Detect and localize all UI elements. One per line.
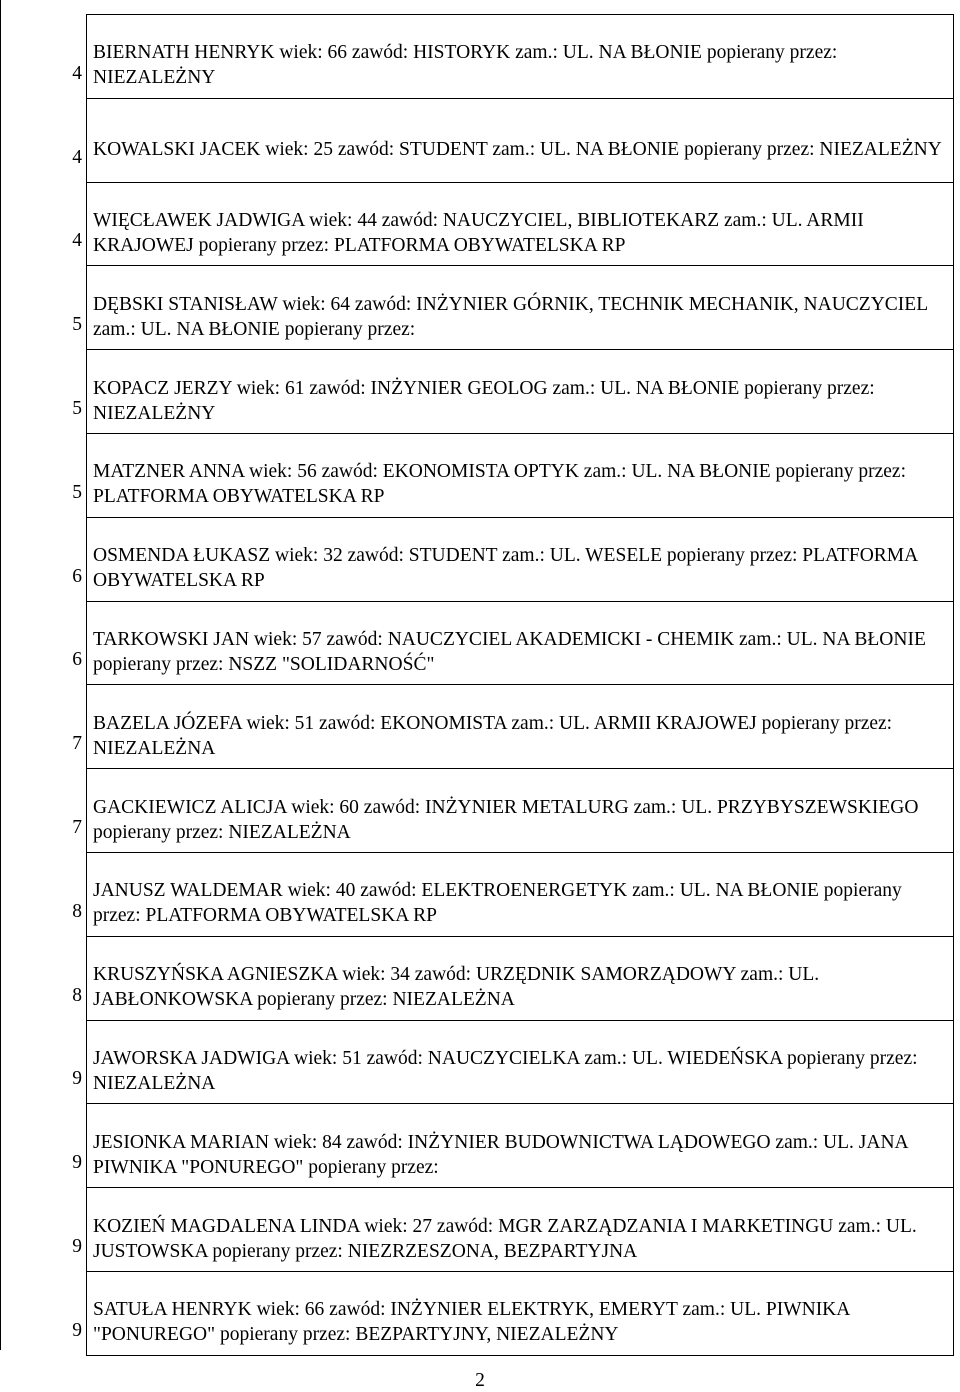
district-number: 7	[72, 816, 82, 838]
candidate-cell	[72, 936, 954, 1020]
table-row	[87, 769, 954, 853]
candidate-cell	[72, 433, 954, 517]
candidate-cell	[72, 1271, 954, 1355]
table-row	[87, 685, 954, 769]
candidate-cell	[72, 1188, 954, 1272]
candidate-description: BAZELA JÓZEFA wiek: 51 zawód: EKONOMISTA zam.: UL. ARMII KRAJOWEJ popierany przez: NIEZALEŻNA	[93, 712, 893, 759]
district-number: 8	[72, 984, 82, 1006]
district-number: 6	[72, 649, 82, 671]
candidates-table-body	[72, 15, 954, 1356]
candidate-cell	[72, 852, 954, 936]
candidate-cell	[72, 182, 954, 266]
candidate-cell	[72, 517, 954, 601]
district-number: 9	[72, 1319, 82, 1341]
table-row	[87, 936, 954, 1020]
candidate-description: JESIONKA MARIAN wiek: 84 zawód: INŻYNIER BUDOWNICTWA LĄDOWEGO zam.: UL. JANA PIWNIKA "PONUREGO" popierany przez:	[93, 1131, 908, 1178]
candidate-description: DĘBSKI STANISŁAW wiek: 64 zawód: INŻYNIER GÓRNIK, TECHNIK MECHANIK, NAUCZYCIEL zam.: UL. NA BŁONIE popierany przez:	[93, 293, 928, 340]
candidate-description: JAWORSKA JADWIGA wiek: 51 zawód: NAUCZYCIELKA zam.: UL. WIEDEŃSKA popierany przez: NIEZALEŻNA	[93, 1047, 918, 1094]
table-row	[87, 852, 954, 936]
candidate-description: TARKOWSKI JAN wiek: 57 zawód: NAUCZYCIEL AKADEMICKI - CHEMIK zam.: UL. NA BŁONIE popierany przez: NSZZ "SOLIDARNOŚĆ"	[93, 628, 926, 675]
district-number: 4	[72, 230, 82, 252]
table-row	[87, 98, 954, 182]
candidates-table	[72, 14, 954, 1356]
table-row	[87, 601, 954, 685]
district-number: 5	[72, 314, 82, 336]
candidate-description: MATZNER ANNA wiek: 56 zawód: EKONOMISTA OPTYK zam.: UL. NA BŁONIE popierany przez: PLATFORMA OBYWATELSKA RP	[93, 461, 906, 508]
candidate-description: KRUSZYŃSKA AGNIESZKA wiek: 34 zawód: URZĘDNIK SAMORZĄDOWY zam.: UL. JABŁONKOWSKA popierany przez: NIEZALEŻNA	[93, 964, 820, 1011]
candidate-description: JANUSZ WALDEMAR wiek: 40 zawód: ELEKTROENERGETYK zam.: UL. NA BŁONIE popierany przez: PLATFORMA OBYWATELSKA RP	[93, 880, 902, 927]
district-number: 5	[72, 481, 82, 503]
candidate-cell	[72, 266, 954, 350]
table-row	[87, 266, 954, 350]
candidate-description: GACKIEWICZ ALICJA wiek: 60 zawód: INŻYNIER METALURG zam.: UL. PRZYBYSZEWSKIEGO popierany przez: NIEZALEŻNA	[93, 796, 919, 843]
district-number: 9	[72, 1152, 82, 1174]
district-number: 4	[72, 146, 82, 168]
candidate-cell	[72, 350, 954, 434]
table-row	[87, 1020, 954, 1104]
table-row	[87, 433, 954, 517]
candidate-cell	[72, 601, 954, 685]
district-number: 7	[72, 733, 82, 755]
table-row	[87, 15, 954, 99]
table-row	[87, 517, 954, 601]
district-number: 5	[72, 397, 82, 419]
table-row	[87, 1104, 954, 1188]
district-number: 6	[72, 565, 82, 587]
candidate-description: SATUŁA HENRYK wiek: 66 zawód: INŻYNIER ELEKTRYK, EMERYT zam.: UL. PIWNIKA "PONUREGO" popierany przez: BEZPARTYJNY, NIEZALEŻNY	[93, 1299, 850, 1346]
table-row	[87, 1271, 954, 1355]
candidate-cell	[72, 769, 954, 853]
candidate-description: KOZIEŃ MAGDALENA LINDA wiek: 27 zawód: MGR ZARZĄDZANIA I MARKETINGU zam.: UL. JUSTOWSKA popierany przez: NIEZRZESZONA, BEZPARTYJNA	[93, 1215, 917, 1262]
district-number: 9	[72, 1235, 82, 1257]
candidate-description: KOWALSKI JACEK wiek: 25 zawód: STUDENT zam.: UL. NA BŁONIE popierany przez: NIEZALEŻNY	[93, 138, 942, 160]
candidate-cell	[72, 1104, 954, 1188]
district-number: 9	[72, 1068, 82, 1090]
left-margin-rule	[0, 0, 1, 1350]
district-number: 8	[72, 900, 82, 922]
table-row	[87, 182, 954, 266]
table-row	[87, 350, 954, 434]
candidate-description: KOPACZ JERZY wiek: 61 zawód: INŻYNIER GEOLOG zam.: UL. NA BŁONIE popierany przez: NIEZALEŻNY	[93, 377, 875, 424]
candidate-cell	[72, 98, 954, 182]
candidate-cell	[72, 15, 954, 99]
candidate-description: BIERNATH HENRYK wiek: 66 zawód: HISTORYK zam.: UL. NA BŁONIE popierany przez: NIEZALEŻNY	[93, 42, 838, 89]
candidate-cell	[72, 685, 954, 769]
district-number: 4	[72, 62, 82, 84]
candidate-description: WIĘCŁAWEK JADWIGA wiek: 44 zawód: NAUCZYCIEL, BIBLIOTEKARZ zam.: UL. ARMII KRAJOWEJ popierany przez: PLATFORMA OBYWATELSKA RP	[93, 209, 864, 256]
page-number: 2	[475, 1370, 485, 1391]
candidate-cell	[72, 1020, 954, 1104]
candidate-description: OSMENDA ŁUKASZ wiek: 32 zawód: STUDENT zam.: UL. WESELE popierany przez: PLATFORMA OBYWATELSKA RP	[93, 545, 918, 592]
table-row	[87, 1188, 954, 1272]
